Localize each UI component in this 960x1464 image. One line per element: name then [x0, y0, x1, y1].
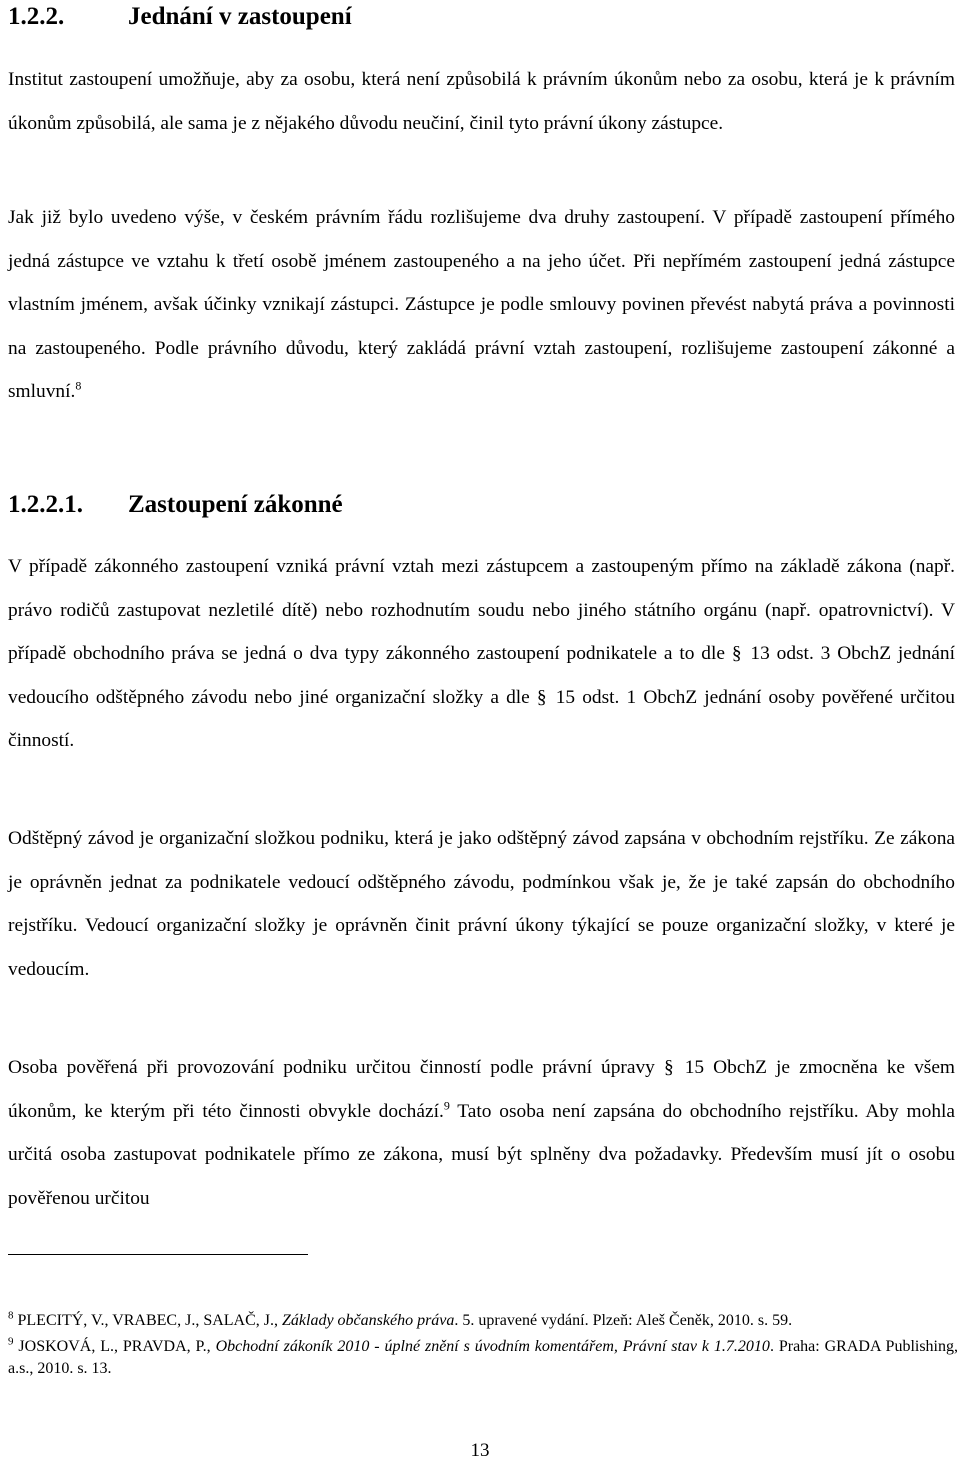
paragraph-legal-part1: V případě zákonného zastoupení vzniká právní vztah mezi zástupcem a zastoupeným přímo na základě zákona (např. právo rodičů zastupovat nezletilé dítě) nebo rozhodnutím soudu nebo jiného státního orgánu (např. opatrovnictví). V případě obchodního práva se jedná o dva typy zákonného zastoupení podnikatele a to dle — [8, 556, 955, 665]
paragraph-legal-representation — [8, 545, 955, 763]
paragraph-legal-part3: 15 odst. 1 ObchZ jednání osoby pověřené určitou činností. — [8, 686, 955, 752]
page-number: 13 — [470, 1440, 490, 1461]
footnote-rest: . 5. upravené vydání. Plzeň: Aleš Čeněk, 2010. s. 59. — [454, 1312, 793, 1329]
section-symbol: § — [731, 643, 742, 665]
subsection-heading — [8, 488, 343, 522]
section-title: Jednání v zastoupení — [128, 3, 352, 30]
subsection-number: 1.2.2.1. — [8, 491, 83, 518]
footnote-title: Základy občanského práva — [282, 1312, 455, 1329]
footnotes — [8, 1310, 958, 1380]
footnote-authors: PLECITÝ, V., VRABEC, J., SALAČ, J., — [17, 1312, 282, 1329]
section-symbol: § — [536, 686, 547, 708]
paragraph-types-text: Jak již bylo uvedeno výše, v českém právním řádu rozlišujeme dva druhy zastoupení. V případě zastoupení přímého jedná zástupce ve vztahu k třetí osobě jménem zastoupeného a na jeho účet. Při nepřímém zastoupení jedná zástupce vlastním jménem, avšak účinky vznikají zástupci. Zástupce je podle smlouvy povinen převést nabytá práva a povinnosti na zastoupeného. Podle právního důvodu, který zakládá právní vztah zastoupení, rozlišujeme zastoupení zákonné a smluvní. — [8, 207, 955, 403]
paragraph-authorized-person — [8, 1046, 955, 1220]
footnote-number: 8 — [8, 1309, 14, 1322]
paragraph-authorized-part3: Tato osoba není zapsána do obchodního rejstříku. Aby mohla určitá osoba zastupovat podnikatele přímo ze zákona, musí být splněny dva požadavky. Především musí jít o osobu pověřenou určitou — [8, 1100, 956, 1209]
section-symbol: § — [663, 1057, 674, 1078]
paragraph-branch: Odštěpný závod je organizační složkou podniku, která je jako odštěpný závod zapsána v obchodním rejstříku. Ze zákona je oprávněn jednat za podnikatele vedoucí odštěpného závodu, podmínkou však je, že je také zapsán do obchodního rejstříku. Vedoucí organizační složky je oprávněn činit právní úkony týkající se pouze organizační složky, v které je vedoucím. — [8, 828, 955, 980]
subsection-title: Zastoupení zákonné — [128, 491, 343, 518]
footnote-divider — [8, 1254, 308, 1255]
section-number: 1.2.2. — [8, 3, 65, 30]
footnote-9 — [8, 1336, 958, 1380]
paragraph-authorized-part2: 15 ObchZ je zmocněna ke všem úkonům, ke kterým při této činnosti obvykle dochází. — [8, 1057, 956, 1122]
paragraph-authorized-part1: Osoba pověřená při provozování podniku určitou činností podle právní úpravy — [8, 1057, 655, 1078]
footnote-ref-8[interactable]: 8 — [75, 378, 82, 393]
footnote-ref-9[interactable]: 9 — [443, 1098, 450, 1113]
paragraph-legal-part2: 13 odst. 3 ObchZ jednání vedoucího odštěpného závodu nebo jiné organizační složky a dle — [8, 643, 955, 708]
paragraph-types — [8, 196, 955, 414]
paragraph-intro: Institut zastoupení umožňuje, aby za osobu, která není způsobilá k právním úkonům nebo za osobu, která je k právním úkonům způsobilá, ale sama je z nějakého důvodu neučiní, činil tyto právní úkony zástupce. — [8, 69, 955, 134]
footnote-authors: JOSKOVÁ, L., PRAVDA, P., — [18, 1338, 216, 1355]
section-heading — [8, 0, 352, 34]
footnote-title: Obchodní zákoník 2010 - úplné znění s úvodním komentářem, Právní stav k 1.7.2010 — [215, 1338, 770, 1355]
footnote-number: 9 — [8, 1335, 14, 1348]
footnote-rest: . Praha: GRADA Publishing, a.s., 2010. s. 13. — [8, 1338, 959, 1377]
footnote-8 — [8, 1310, 958, 1332]
